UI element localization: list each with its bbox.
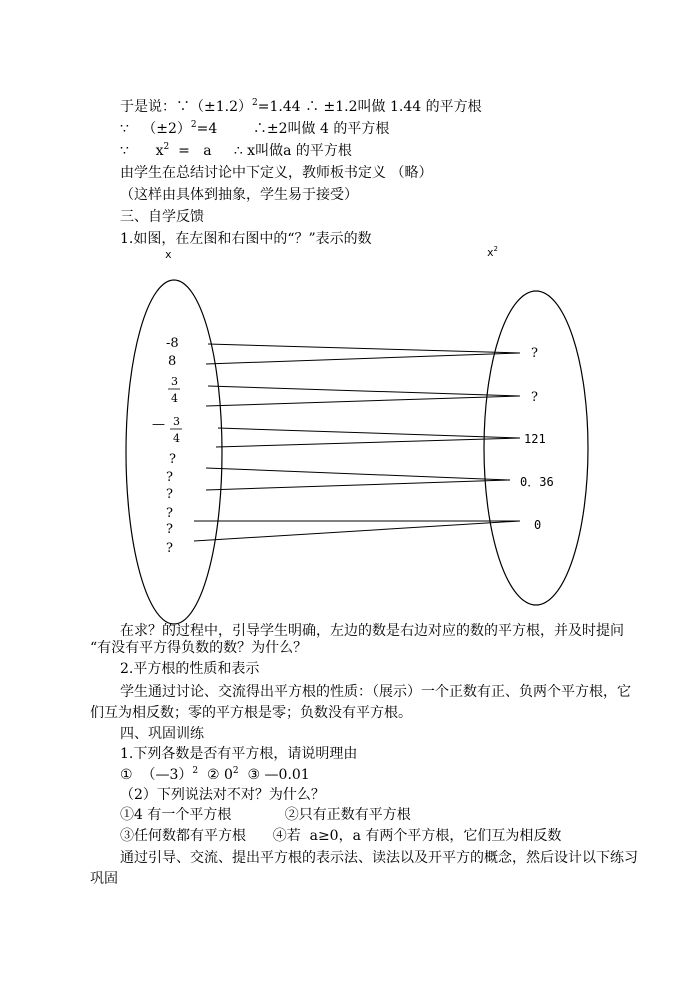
left-unknown: ?: [166, 470, 173, 485]
section-heading-4: 四、巩固训练: [120, 726, 204, 742]
left-unknown: ?: [166, 506, 173, 521]
right-set-label: $x^2$: [487, 245, 498, 259]
paragraph-properties-line1: 学生通过讨论、交流得出平方根的性质：（展示）一个正数有正、负两个平方根，它: [120, 684, 631, 700]
exercise-statements-line2: ③任何数都有平方根 ④若 a≥0，a 有两个平方根，它们互为相反数: [120, 828, 562, 844]
exercise-statements-line1: ①4 有一个平方根 ②只有正数有平方根: [120, 807, 411, 823]
left-unknown: ?: [166, 522, 173, 537]
connector-line: [208, 344, 520, 353]
exercise-question-2: （2）下列说法对不对？为什么？: [120, 787, 325, 803]
connector-line: [194, 521, 520, 541]
left-item-neg8: -8: [166, 336, 179, 351]
left-unknown: ?: [169, 452, 176, 467]
connector-line: [208, 386, 520, 396]
fraction-denominator: 4: [173, 432, 180, 445]
connector-line: [206, 480, 510, 490]
connector-line: [206, 396, 520, 406]
line-square-root-4: ∵ $(\pm 2)^2=4$ ∴±2叫做 4 的平方根: [120, 120, 390, 137]
right-item-0: 0: [534, 518, 542, 532]
paragraph-summary-line2: 巩固: [90, 871, 118, 887]
paragraph-properties-line2: 们互为相反数；零的平方根是零；负数没有平方根。: [90, 705, 412, 721]
paragraph-guidance-line1: 在求？的过程中，引导学生明确，左边的数是右边对应的数的平方根，并及时提问: [120, 623, 624, 639]
right-item-0-36: 0．36: [520, 475, 554, 489]
fraction-denominator: 4: [171, 392, 178, 405]
line-definition: 由学生在总结讨论中下定义，教师板书定义 （略）: [120, 165, 433, 181]
fraction-numerator: 3: [171, 375, 178, 388]
connector-line: [218, 428, 520, 438]
left-unknown: ?: [166, 541, 173, 556]
left-unknown: ?: [166, 487, 173, 502]
right-item-121: 121: [524, 432, 546, 446]
left-item-8: 8: [168, 354, 177, 369]
section-heading-properties: 2.平方根的性质和表示: [120, 661, 260, 677]
right-unknown: ?: [531, 390, 538, 405]
line-square-root-1-44: 于是说：$\because(\pm 1.2)^2=1.44$ ∴ ±1.2叫做 1.44 的平方根: [120, 98, 482, 115]
section-heading-3: 三、自学反馈: [120, 209, 204, 225]
left-set-label: x: [165, 248, 172, 261]
connector-line: [206, 468, 510, 480]
connector-line: [216, 438, 520, 447]
paragraph-summary-line1: 通过引导、交流、提出平方根的表示法、读法以及开平方的概念，然后设计以下练习: [120, 850, 638, 866]
connector-lines: [194, 344, 520, 541]
connector-line: [206, 353, 520, 364]
right-ellipse: [484, 291, 588, 605]
negative-sign: —: [152, 417, 165, 432]
fraction-numerator: 3: [173, 415, 180, 428]
right-unknown: ?: [531, 346, 538, 361]
line-remark: （这样由具体到抽象，学生易于接受）: [120, 187, 358, 203]
exercise-options: ① （—3）$^2$ ② $0^2$ ③ —0.01: [120, 766, 310, 783]
exercise-1-prompt: 1.如图，在左图和右图中的“？”表示的数: [120, 231, 372, 247]
line-square-root-a: ∵ $x^2 = a$ ∴ x叫做a 的平方根: [120, 142, 352, 159]
exercise-question-1: 1.下列各数是否有平方根，请说明理由: [120, 746, 358, 762]
paragraph-guidance-line2: “有没有平方得负数的数？为什么？: [90, 640, 308, 656]
